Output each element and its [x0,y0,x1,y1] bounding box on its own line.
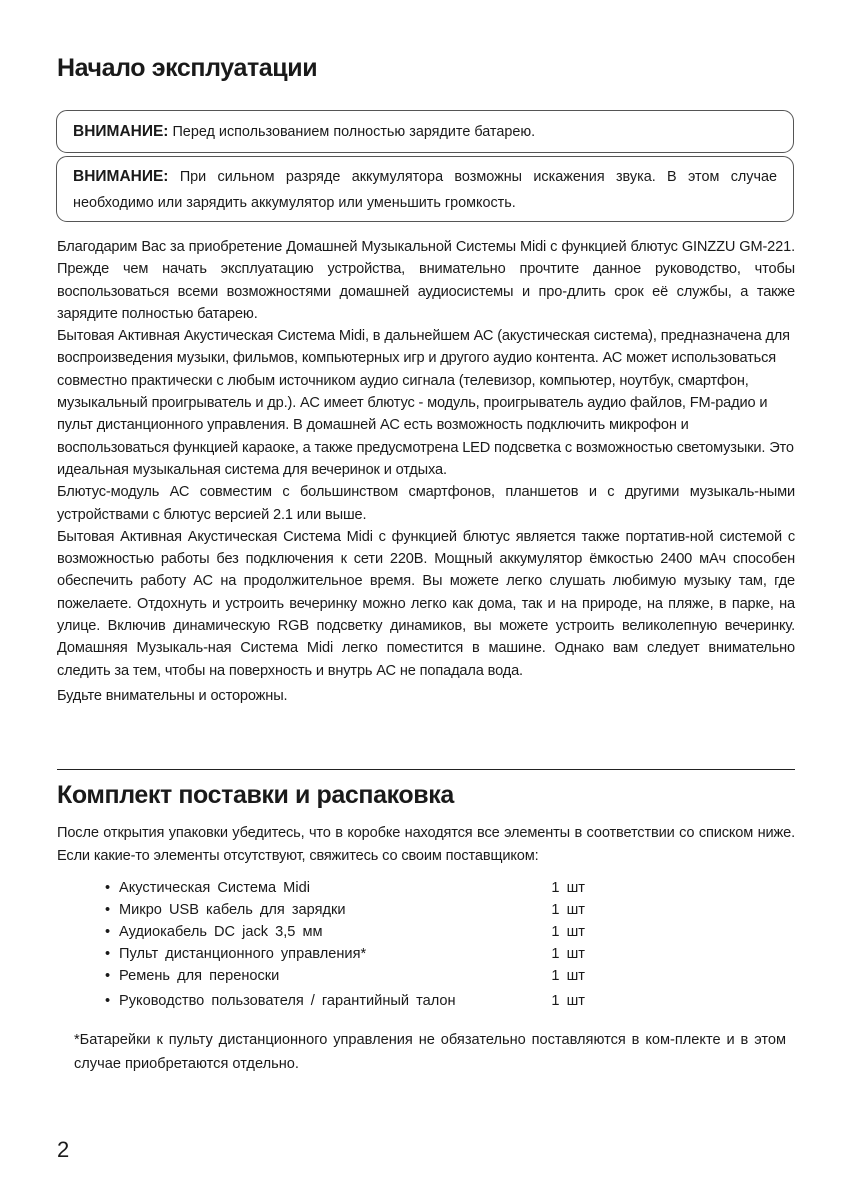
page-number: 2 [57,1137,70,1162]
item-quantity: 1 шт [551,993,585,1009]
list-item [105,899,585,921]
bullet-icon: • [105,968,111,984]
item-name: Микро USB кабель для зарядки [119,902,346,918]
warning-label: ВНИМАНИЕ: [73,123,169,140]
warning-label: ВНИМАНИЕ: [73,168,169,185]
bullet-icon: • [105,946,111,962]
item-name: Акустическая Система Midi [119,880,310,896]
bullet-icon: • [105,880,111,896]
package-intro [57,822,795,868]
paragraph-caution: Будьте внимательны и осторожны. [57,687,288,704]
paragraph-portable: Бытовая Активная Акустическая Система Midi с функцией блютус является также портатив-ной системой с возможностью работы без подключения к сети 220В. Мощный аккумулятор ёмкостью 2400 мАч способен обеспечить работу АС на продолжительное время. Вы можете легко слушать любимую музыку там, где пожелаете. Отдохнуть и устроить вечеринку можно легко как дома, так и на природе, на пляже, в парке, на улице. Включив динамическую RGB подсветку динамиков, вы можете устроить великолепную вечеринку. Домашняя Музыкаль-ная Система Midi легко поместится в машине. Однако вам следует внимательно следить за тем, чтобы на поверхность и внутрь АС не попадала вода. [57,528,795,679]
package-intro-text: После открытия упаковки убедитесь, что в коробке находятся все элементы в соответствии со списком ниже. Если какие-то элементы отсутствуют, свяжитесь со своим поставщиком: [57,825,795,864]
warning-box-low-battery [56,156,794,222]
bullet-icon: • [105,993,111,1009]
package-contents-list [105,877,585,1012]
section-title-getting-started: Начало эксплуатации [57,54,318,82]
item-name: Аудиокабель DC jack 3,5 мм [119,924,323,940]
warning-text: Перед использованием полностью зарядите батарею. [168,124,536,140]
footnote [74,1028,786,1076]
footnote-text: *Батарейки к пульту дистанционного управления не обязательно поставляются в ком-плекте и в этом случае приобретаются отдельно. [74,1032,786,1072]
item-quantity: 1 шт [551,946,585,962]
item-quantity: 1 шт [551,924,585,940]
item-name: Пульт дистанционного управления* [119,946,367,962]
list-item [105,965,585,987]
bullet-icon: • [105,902,111,918]
bullet-icon: • [105,924,111,940]
paragraph-description: Бытовая Активная Акустическая Система Midi, в дальнейшем АС (акустическая система), предназначена для воспроизведения музыки, фильмов, компьютерных игр и другого аудио контента. АС может использоваться совместно практически с любым источником аудио сигнала (телевизор, компьютер, ноутбук, смартфон, музыкальный проигрыватель и др.). АС имеет блютус - модуль, проигрыватель аудио файлов, FM-радио и пульт дистанционного управления. В домашней АС есть возможность подключить микрофон и воспользоваться функцией караоке, а также предусмотрена LED подсветка с возможностью светомузыки. Это идеальная музыкальная система для вечеринок и отдыха. [57,328,794,478]
list-item [105,990,585,1012]
paragraph-bluetooth: Блютус-модуль АС совместим с большинством смартфонов, планшетов и с другими музыкаль-ными устройствами с блютус версией 2.1 или выше. [57,484,795,523]
list-item [105,921,585,943]
item-name: Руководство пользователя / гарантийный талон [119,993,456,1009]
warning-text: При сильном разряде аккумулятора возможны искажения звука. В этом случае необходимо или зарядить аккумулятор или уменьшить громкость. [73,169,777,211]
intro-body [57,236,795,707]
item-quantity: 1 шт [551,880,585,896]
item-name: Ремень для переноски [119,968,280,984]
list-item [105,877,585,899]
paragraph-thanks: Благодарим Вас за приобретение Домашней Музыкальной Системы Midi с функцией блютус GINZZU GM-221. Прежде чем начать эксплуатацию устройства, внимательно прочтите данное руководство, чтобы воспользоваться всеми возможностями домашней аудиосистемы и про-длить срок её службы, а также зарядите полностью батарею. [57,239,795,322]
item-quantity: 1 шт [551,968,585,984]
warning-box-charge [56,110,794,153]
section-title-package-contents: Комплект поставки и распаковка [57,781,454,809]
list-item [105,943,585,965]
item-quantity: 1 шт [551,902,585,918]
section-divider [57,769,795,770]
